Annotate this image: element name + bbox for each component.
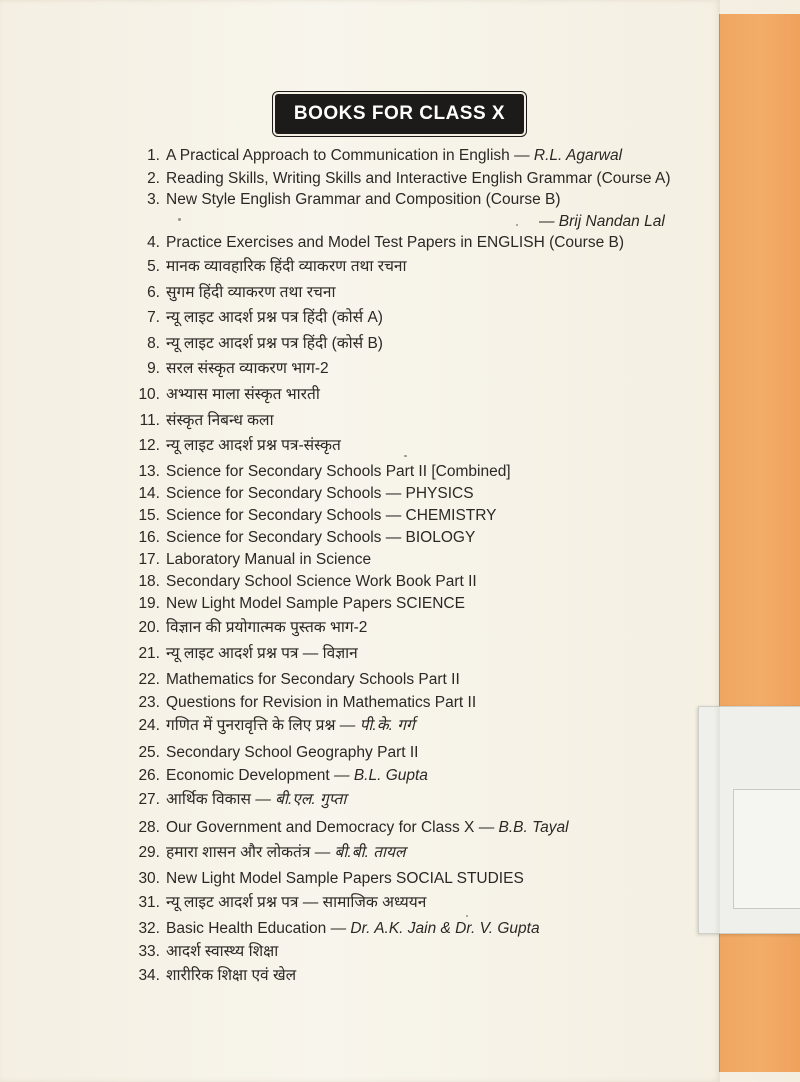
book-title: Our Government and Democracy for Class X: [166, 819, 475, 836]
book-number: 29.: [138, 844, 160, 861]
book-number: 16.: [138, 529, 160, 546]
book-item: [0, 644, 358, 664]
book-author: — पी.के. गर्ग: [339, 717, 415, 734]
paper-speck: [516, 224, 518, 226]
book-title: आर्थिक विकास: [166, 791, 251, 808]
book-number: 28.: [138, 819, 160, 836]
book-title: अभ्यास माला संस्कृत भारती: [166, 386, 320, 403]
book-item: [0, 893, 426, 913]
book-title: गणित में पुनरावृत्ति के लिए प्रश्न: [166, 717, 336, 734]
library-sticker: [698, 706, 800, 934]
book-title: A Practical Approach to Communication in English: [166, 147, 510, 164]
book-title: Science for Secondary Schools Part II [Combined]: [166, 463, 511, 480]
book-item: [0, 618, 367, 638]
book-number: 13.: [138, 463, 160, 480]
book-title: Questions for Revision in Mathematics Part II: [166, 694, 477, 711]
book-item: [0, 790, 346, 810]
book-number: 18.: [138, 573, 160, 590]
book-item: [0, 283, 336, 303]
book-number: 15.: [138, 507, 160, 524]
book-item: [0, 334, 383, 354]
book-item: [0, 594, 465, 614]
book-title: Science for Secondary Schools — PHYSICS: [166, 485, 474, 502]
book-number: 3.: [147, 191, 160, 208]
book-title: New Light Model Sample Papers SOCIAL STUDIES: [166, 870, 524, 887]
book-item: [0, 411, 274, 431]
book-number: 1.: [147, 147, 160, 164]
book-number: 19.: [138, 595, 160, 612]
book-item: [0, 359, 329, 379]
book-number: 12.: [138, 437, 160, 454]
book-item: [0, 766, 428, 786]
book-item: [0, 942, 278, 962]
book-item: [0, 572, 477, 592]
book-title: न्यू लाइट आदर्श प्रश्न पत्र — विज्ञान: [166, 645, 358, 662]
book-item: [0, 966, 296, 986]
book-number: 23.: [138, 694, 160, 711]
book-number: 30.: [138, 870, 160, 887]
book-title: Science for Secondary Schools — BIOLOGY: [166, 529, 476, 546]
book-item: [0, 528, 475, 548]
book-title: Secondary School Geography Part II: [166, 744, 419, 761]
book-item: [0, 233, 624, 253]
book-item: [0, 843, 406, 863]
book-title: New Light Model Sample Papers SCIENCE: [166, 595, 465, 612]
book-item: [0, 869, 524, 889]
book-number: 26.: [138, 767, 160, 784]
book-title: New Style English Grammar and Composition (Course B): [166, 191, 561, 208]
book-item: [0, 743, 418, 763]
book-title: शारीरिक शिक्षा एवं खेल: [166, 967, 297, 984]
book-number: 10.: [138, 386, 160, 403]
title-banner: [275, 94, 524, 134]
book-number: 17.: [138, 551, 160, 568]
book-item: [0, 146, 622, 166]
book-title: सरल संस्कृत व्याकरण भाग-2: [166, 360, 329, 377]
book-item: [0, 919, 540, 939]
book-title: न्यू लाइट आदर्श प्रश्न पत्र — सामाजिक अध्ययन: [166, 894, 427, 911]
book-number: 7.: [147, 309, 160, 326]
book-author: — B.B. Tayal: [478, 819, 569, 836]
book3-author: — Brij Nandan Lal: [539, 213, 665, 230]
book-title: न्यू लाइट आदर्श प्रश्न पत्र-संस्कृत: [166, 437, 341, 454]
book-title: सुगम हिंदी व्याकरण तथा रचना: [166, 284, 336, 301]
book-title: हमारा शासन और लोकतंत्र: [166, 844, 311, 861]
book-title: Reading Skills, Writing Skills and Interactive English Grammar (Course A): [166, 170, 671, 187]
book-title: न्यू लाइट आदर्श प्रश्न पत्र हिंदी (कोर्स B): [166, 335, 383, 352]
book-item: [0, 462, 511, 482]
book-title: विज्ञान की प्रयोगात्मक पुस्तक भाग-2: [166, 619, 368, 636]
book-title: Science for Secondary Schools — CHEMISTRY: [166, 507, 497, 524]
book-title: संस्कृत निबन्ध कला: [166, 412, 274, 429]
book-title: आदर्श स्वास्थ्य शिक्षा: [166, 943, 279, 960]
book-number: 21.: [138, 645, 160, 662]
book-title: Economic Development: [166, 767, 330, 784]
book-item: [0, 190, 561, 210]
book-item: [0, 670, 460, 690]
book-item: [0, 308, 383, 328]
book-item: [0, 716, 415, 736]
book-number: 24.: [138, 717, 160, 734]
book-title: मानक व्यावहारिक हिंदी व्याकरण तथा रचना: [166, 258, 407, 275]
book-item: [0, 506, 497, 526]
book-number: 25.: [138, 744, 160, 761]
book-item: [0, 257, 407, 277]
book-number: 31.: [138, 894, 160, 911]
book-title: Mathematics for Secondary Schools Part II: [166, 671, 460, 688]
book-item: [0, 436, 341, 456]
book-item: [0, 693, 476, 713]
book-title: Basic Health Education: [166, 920, 327, 937]
book-number: 5.: [147, 258, 160, 275]
book-author: — Dr. A.K. Jain & Dr. V. Gupta: [330, 920, 540, 937]
book-number: 4.: [147, 234, 160, 251]
book-number: 20.: [138, 619, 160, 636]
book-number: 32.: [138, 920, 160, 937]
book-number: 14.: [138, 485, 160, 502]
page-title: BOOKS FOR CLASS X: [293, 103, 506, 124]
book-author: — बी.एल. गुप्ता: [255, 791, 347, 808]
book-number: 11.: [139, 412, 160, 429]
paper-speck: [466, 915, 468, 917]
book-item: [0, 484, 474, 504]
book-number: 8.: [147, 335, 160, 352]
book-item: [0, 169, 671, 189]
paper-speck: [178, 218, 181, 221]
book-author: — बी.बी. तायल: [314, 844, 406, 861]
paper-speck: [404, 455, 407, 457]
sticker-pocket: [733, 789, 800, 909]
book-author: — R.L. Agarwal: [514, 147, 623, 164]
book-number: 9.: [147, 360, 160, 377]
book-title: न्यू लाइट आदर्श प्रश्न पत्र हिंदी (कोर्स A): [166, 309, 383, 326]
book-number: 34.: [138, 967, 160, 984]
book-number: 22.: [138, 671, 160, 688]
book-author: — B.L. Gupta: [334, 767, 428, 784]
book-title: Laboratory Manual in Science: [166, 551, 372, 568]
book-title: Practice Exercises and Model Test Papers in ENGLISH (Course B): [166, 234, 625, 251]
book-item: [0, 385, 320, 405]
book-item: [0, 818, 569, 838]
book-number: 2.: [147, 170, 160, 187]
book-title: Secondary School Science Work Book Part II: [166, 573, 477, 590]
book-number: 27.: [138, 791, 160, 808]
book-number: 6.: [147, 284, 160, 301]
book-item: [0, 550, 371, 570]
book-number: 33.: [138, 943, 160, 960]
